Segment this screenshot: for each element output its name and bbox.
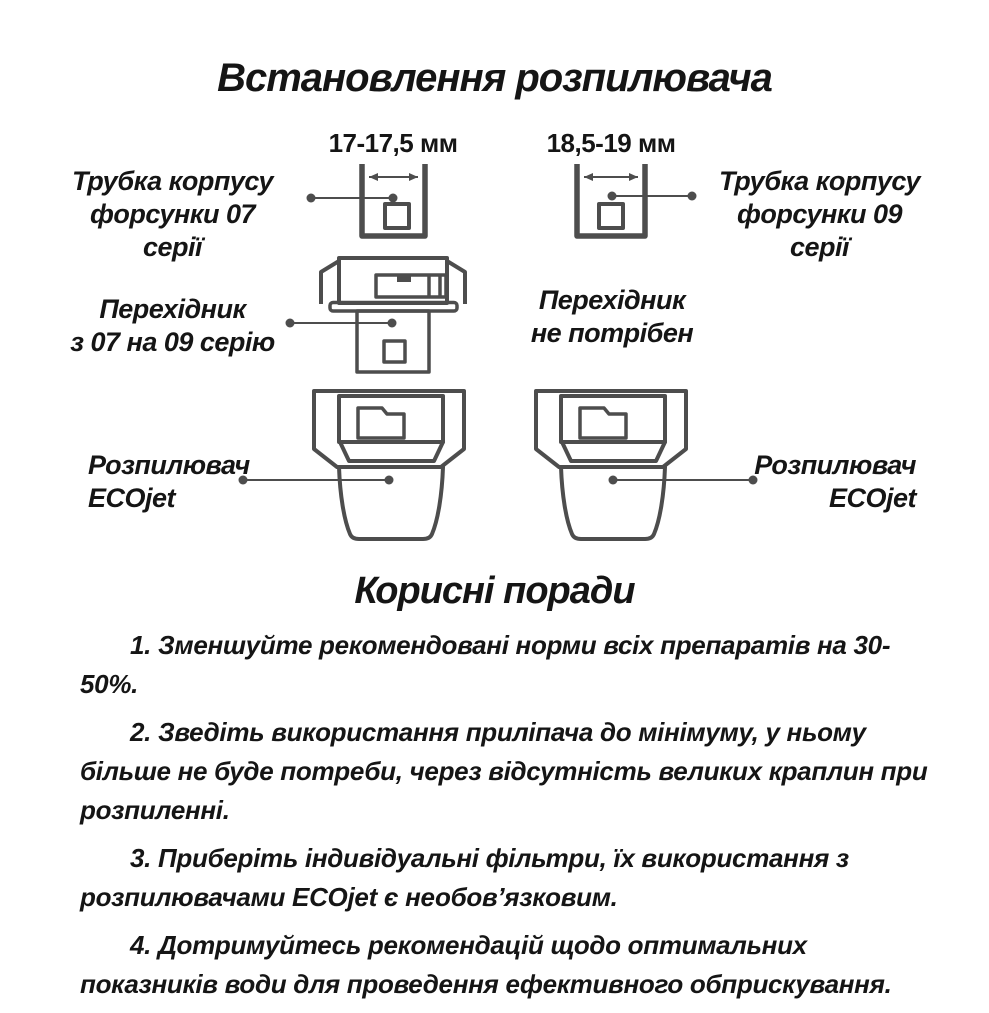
tip-item-1: 1. Зменшуйте рекомендовані норми всіх препаратів на 30-50%. bbox=[80, 630, 891, 699]
ecojet-sprayer-right-diagram bbox=[536, 391, 686, 539]
label-tube-07 bbox=[60, 165, 285, 264]
label-adapter-not-needed bbox=[505, 284, 719, 350]
measure-arrow-07 bbox=[369, 173, 418, 181]
label-adapter-07-09-line1: Перехідник bbox=[99, 294, 246, 324]
tips-list bbox=[80, 626, 936, 1013]
label-tube-07-line2: форсунки 07 серії bbox=[89, 198, 256, 262]
adapter-diagram bbox=[321, 258, 465, 372]
tip-item-3: 3. Приберіть індивідуальні фільтри, їх використання з розпилювачами ECOjet є необов’язковим. bbox=[80, 843, 849, 912]
leader-tube-09 bbox=[608, 192, 697, 201]
tips-heading: Корисні поради bbox=[354, 570, 635, 612]
page-title: Встановлення розпилювача bbox=[217, 56, 772, 100]
measurement-07-label: 17-17,5 мм bbox=[328, 128, 458, 158]
label-tube-07-line1: Трубка корпусу bbox=[71, 166, 274, 196]
label-adapter-07-09-line2: з 07 на 09 серію bbox=[70, 326, 275, 357]
label-sprayer-right-line1: Розпилювач bbox=[754, 450, 916, 480]
label-adapter-not-needed-line1: Перехідник bbox=[538, 285, 686, 315]
tip-item-2: 2. Зведіть використання приліпача до мінімуму, у ньому більше не буде потреби, через відсутність великих краплин при розпиленні. bbox=[80, 717, 928, 825]
label-sprayer-right-line2: ECOjet bbox=[828, 482, 916, 513]
leader-adapter bbox=[286, 319, 397, 328]
label-sprayer-left-line1: Розпилювач bbox=[88, 450, 250, 480]
leader-tube-07 bbox=[307, 194, 398, 203]
label-tube-09-line2: форсунки 09 серії bbox=[736, 198, 903, 262]
label-sprayer-left-line2: ECOjet bbox=[88, 482, 176, 513]
measure-arrow-09 bbox=[584, 173, 638, 181]
label-adapter-not-needed-line2: не потрібен bbox=[530, 317, 694, 348]
tip-item-4: 4. Дотримуйтесь рекомендацій щодо оптимальних показників води для проведення ефективного обприскування. bbox=[80, 930, 892, 999]
measurement-09-label: 18,5-19 мм bbox=[546, 128, 676, 158]
ecojet-sprayer-left-diagram bbox=[314, 391, 464, 539]
label-tube-09 bbox=[707, 165, 932, 264]
label-sprayer-right bbox=[700, 449, 916, 515]
label-adapter-07-09 bbox=[60, 293, 285, 359]
label-tube-09-line1: Трубка корпусу bbox=[718, 166, 921, 196]
label-sprayer-left bbox=[88, 449, 288, 515]
